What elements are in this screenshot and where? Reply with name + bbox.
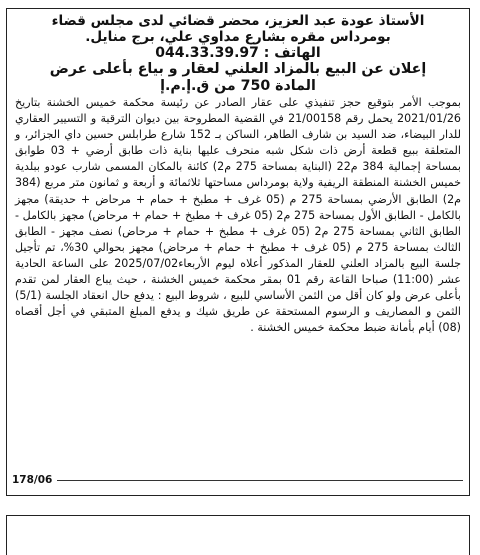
header-line-1: الأستاذ عودة عبد العزيز، محضر قضائي لدى مجلس قضاء xyxy=(51,13,425,29)
footer-rule xyxy=(57,480,463,481)
notice-title xyxy=(7,61,469,94)
phone-line xyxy=(7,45,469,61)
next-notice-frame xyxy=(6,515,470,555)
notice-body: بموجب الأمر بتوقيع حجز تنفيذي على عقار الصادر عن رئيسة محكمة خميس الخشنة بتاريخ 2021/01/26 يحمل رقم 21/00158 في القضية المطروحة بين ديوان الترقية و التسيير العقاري للدار البيضاء، ضد السيد بن شارف الطاهر، الساكن بـ 152 شارع طرابلس حسين داي الجزائر، و المتعلقة ببيع قطعة أرض ذات شكل شبه منحرف عليها بناية ذات طابق أرضي + 03 طوابق بمساحة إجمالية 384 م22 (البناية بمساحة 275 م2) كائنة بالمكان المسمى شارب عودو ببلدية خميس الخشنة المنطقة الريفية ولاية بومرداس مساحتها ثلاثمائة و أربعة و ثمانون متر مربع (384 م2) الطابق الأرضي بمساحة 275 م (05 غرف + مطبخ + حمام + مرحاض + حديقة) مجهز بالكامل - الطابق الأول بمساحة 275 م2 (05 غرف + مطبخ + حمام + مرحاض) مجهز بالكامل - الطابق الثاني بمساحة 275 م2 (05 غرف + مطبخ + حمام + مرحاض) نصف مجهز - الطابق الثالث بمساحة 275 م (05 غرف + مطبخ + حمام + مرحاض) مجهز بحوالي 30%، تم تأجيل جلسة البيع بالمزاد العلني للعقار المذكور أعلاه ليوم الأربعاء2025/07/02 على الساعة الحادية عشر (11:00) صباحا القاعة رقم 01 بمقر محكمة خميس الخشنة ، حيث يباع العقار لمن تقدم بأعلى عرض ولو كان أقل من الثمن الأساسي للبيع ، شروط البيع : يدفع حال انعقاد الجلسة (5/1) الثمن و المصاريف و الرسوم المستحقة عن طريق شيك و يدفع المبلغ المتبقي في أجل أقصاه (08) أيام بأمانة ضبط محكمة خميس الخشنة . xyxy=(15,96,462,335)
phone-number: 044.33.39.97 xyxy=(155,45,259,62)
notice-footer xyxy=(7,473,469,487)
auction-notice xyxy=(6,8,470,496)
reference-number: 178/06 xyxy=(12,474,53,486)
bailiff-header xyxy=(7,9,469,45)
phone-label: الهاتف : xyxy=(263,45,321,62)
title-line-2: المادة 750 من ق.إ.م.إ xyxy=(160,77,316,94)
header-line-2: بومرداس مقره بشارع مداوي علي، برج منايل. xyxy=(85,28,391,45)
title-line-1: إعلان عن البيع بالمزاد العلني لعقار و بياع بأعلى عرض xyxy=(49,61,427,78)
